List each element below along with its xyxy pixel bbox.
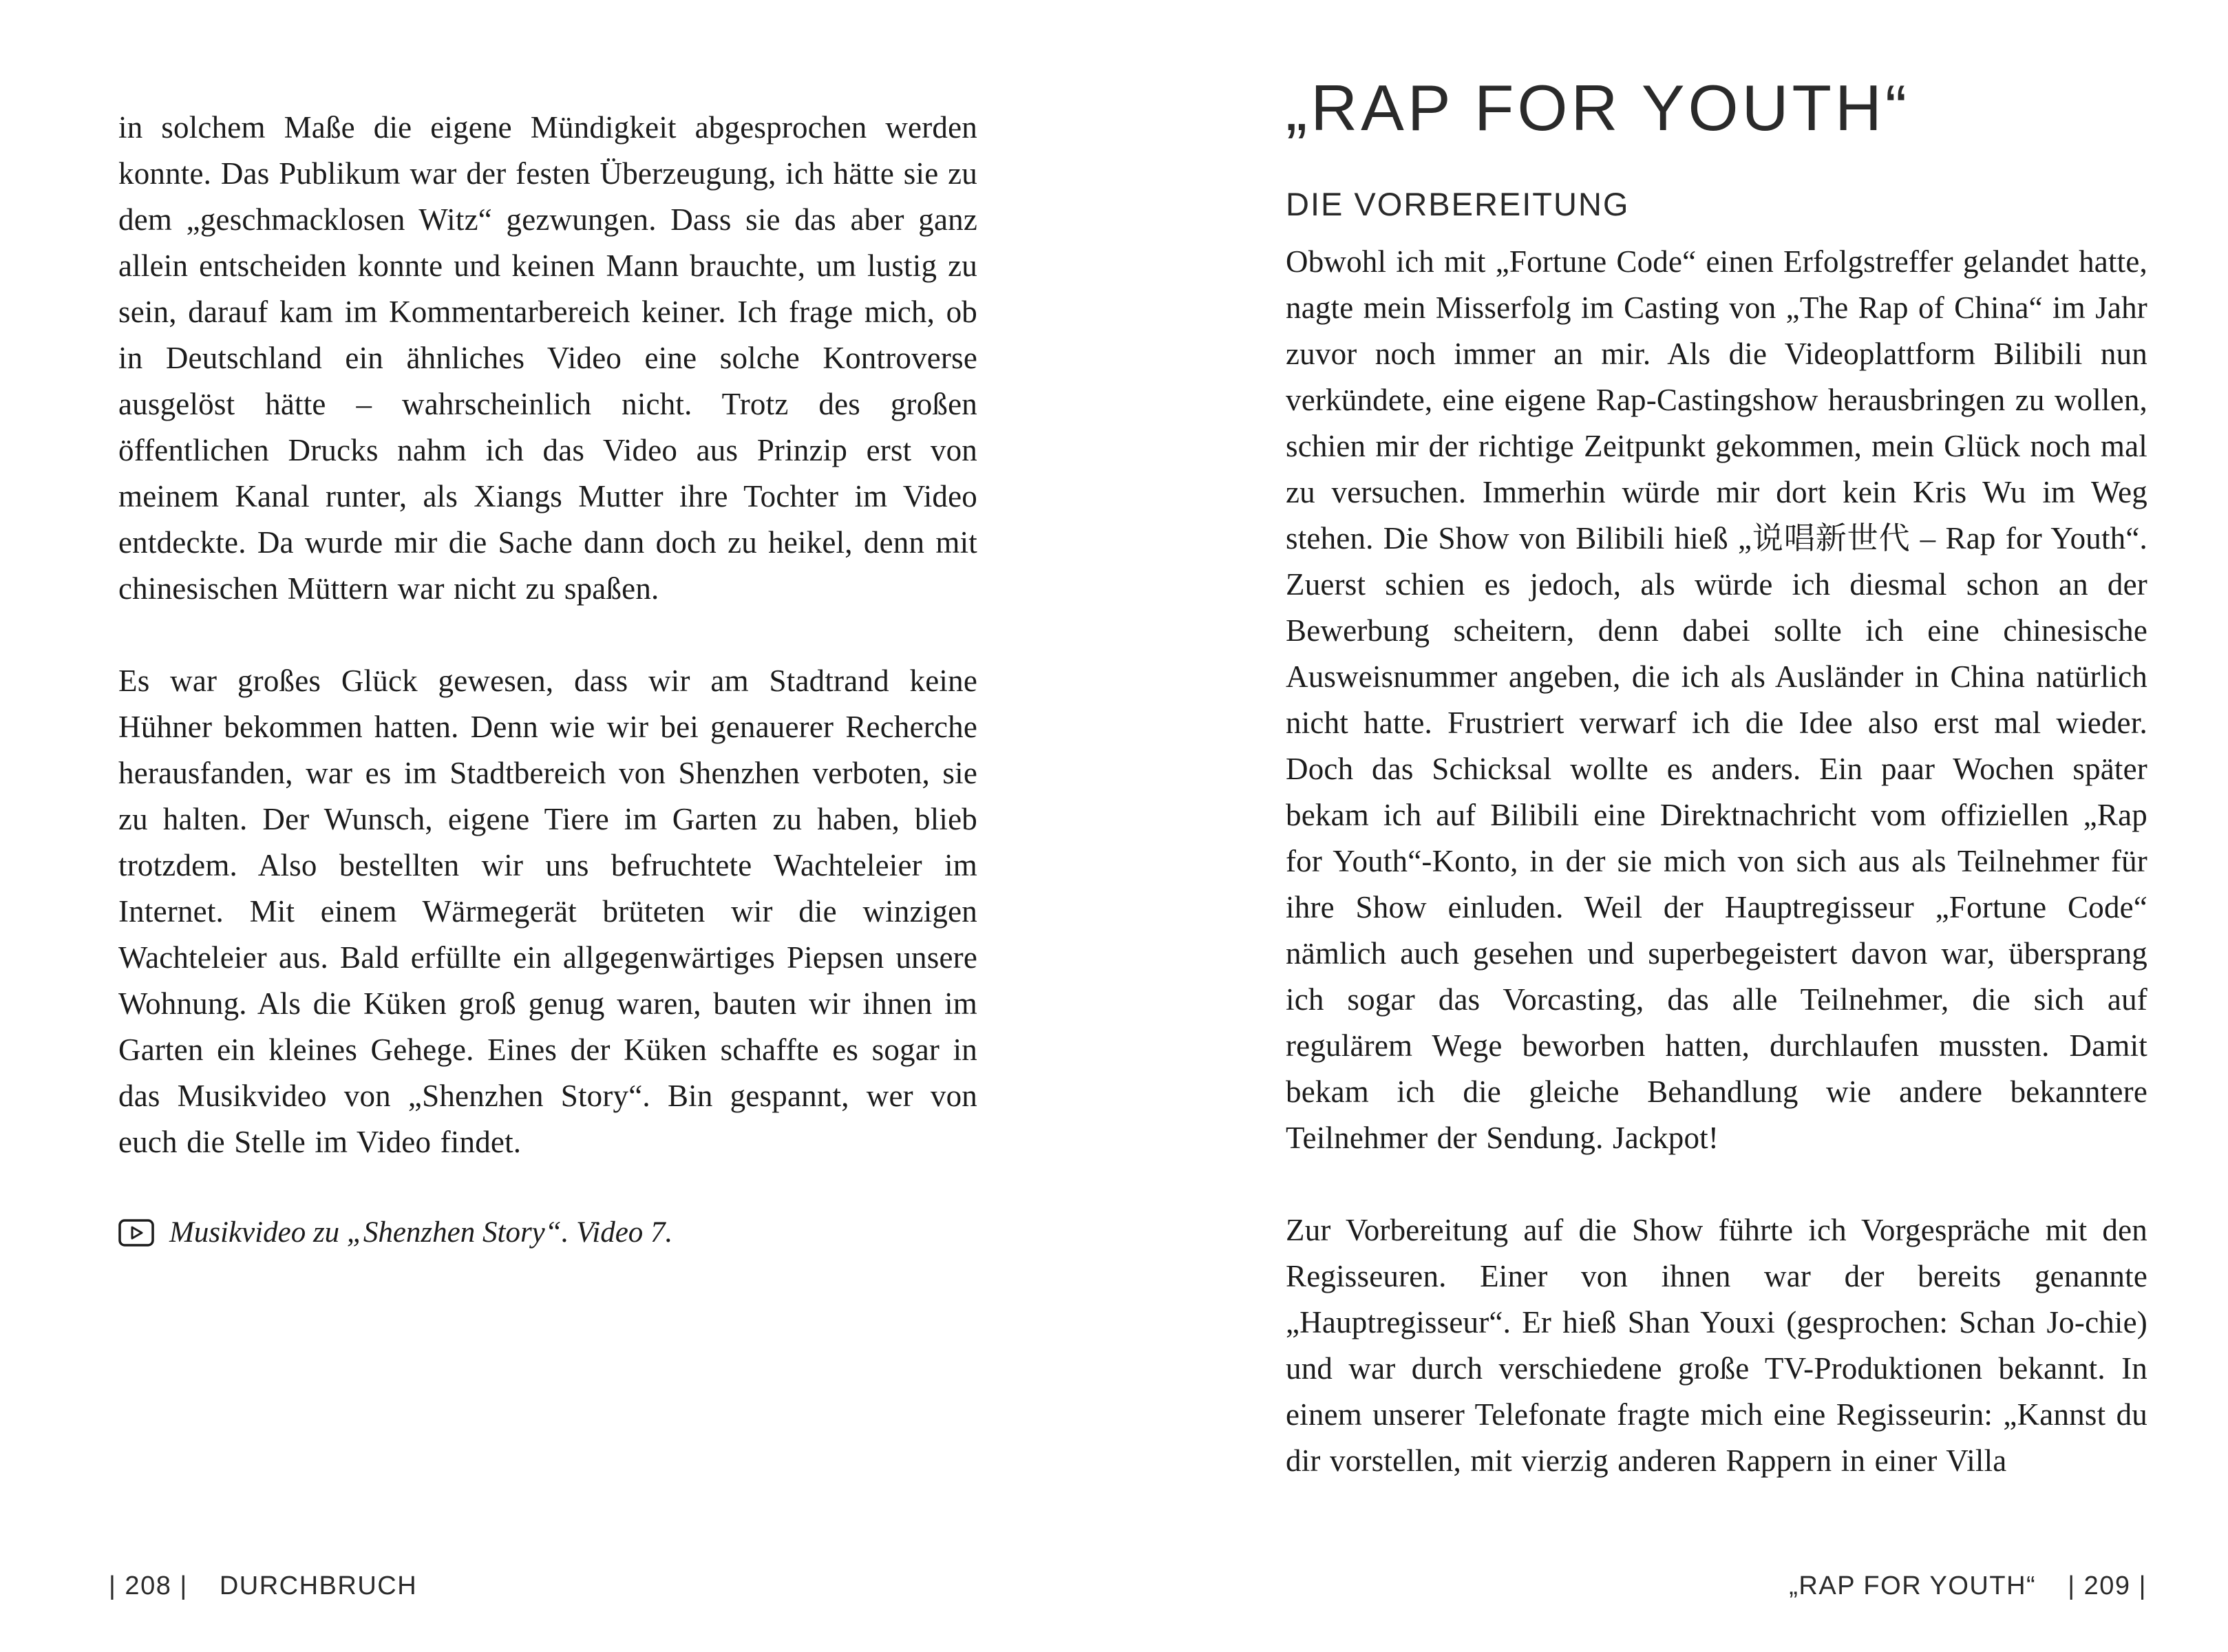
chapter-title: „RAP FOR YOUTH“ (1286, 72, 1911, 144)
page-number: | 209 | (2068, 1571, 2147, 1600)
right-page (1286, 74, 2147, 1530)
chapter-label: „RAP FOR YOUTH“ (1789, 1571, 2037, 1600)
play-icon (118, 1219, 154, 1247)
paragraph: Obwohl ich mit „Fortune Code“ einen Erfolgstreffer gelandet hatte, nagte mein Misserfolg im Casting von „The Rap of China“ im Jahr zuvor noch immer an mir. Als die Videoplattform Bilibili nun verkündete, eine eigene Rap-Castingshow herausbringen zu wollen, schien mir der richtige Zeitpunkt gekommen, mein Glück noch mal zu versuchen. Immerhin würde mir dort kein Kris Wu im Weg stehen. Die Show von Bilibili hieß „说唱新世代 – Rap for Youth“. Zuerst schien es jedoch, als würde ich diesmal schon an der Bewerbung scheitern, denn dabei sollte ich eine chinesische Ausweisnummer angeben, die ich als Ausländer in China natürlich nicht hatte. Frustriert verwarf ich die Idee also erst mal wieder. Doch das Schicksal wollte es anders. Ein paar Wochen später bekam ich auf Bilibili eine Direktnachricht vom offiziellen „Rap for Youth“-Konto, in der sie mich von sich aus als Teilnehmer für ihre Show einluden. Weil der Hauptregisseur „Fortune Code“ nämlich auch gesehen und superbegeistert davon war, übersprang ich sogar das Vorcasting, das alle Teilnehmer, die sich auf regulärem Wege beworben hatten, durchlaufen mussten. Damit bekam ich die gleiche Behandlung wie andere bekanntere Teilnehmer der Sendung. Jackpot! (1286, 244, 2147, 1156)
chapter-label: DURCHBRUCH (219, 1571, 418, 1600)
video-reference (118, 1211, 977, 1254)
video-reference-text: Musikvideo zu „Shenzhen Story“. Video 7. (169, 1216, 673, 1249)
paragraph: Es war großes Glück gewesen, dass wir am Stadtrand keine Hühner bekommen hatten. Denn wie wir bei genauerer Recherche herausfanden, war es im Stadtbereich von Shenzhen verboten, sie zu halten. Der Wunsch, eigene Tiere im Garten zu haben, blieb trotzdem. Also bestellten wir uns befruchtete Wachteleier im Internet. Mit einem Wärmegerät brüteten wir die winzigen Wachteleier aus. Bald erfüllte ein allgegenwärtiges Piepsen unsere Wohnung. Als die Küken groß genug waren, bauten wir ihnen im Garten ein kleines Gehege. Eines der Küken schaffte es sogar in das Musikvideo von „Shenzhen Story“. Bin gespannt, wer von euch die Stelle im Video findet. (118, 664, 977, 1159)
left-page-footer (109, 1571, 417, 1601)
paragraph: in solchem Maße die eigene Mündigkeit abgesprochen werden konnte. Das Publikum war der festen Überzeugung, ich hätte sie zu dem „geschmacklosen Witz“ gezwungen. Dass sie das aber ganz allein entscheiden konnte und keinen Mann brauchte, um lustig zu sein, darauf kam im Kommentarbereich keiner. Ich frage mich, ob in Deutschland ein ähnliches Video eine solche Kontroverse ausgelöst hätte – wahrscheinlich nicht. Trotz des großen öffentlichen Drucks nahm ich das Video aus Prinzip erst von meinem Kanal runter, als Xiangs Mutter ihre Tochter im Video entdeckte. Da wurde mir die Sache dann doch zu heikel, denn mit chinesischen Müttern war nicht zu spaßen. (118, 110, 977, 606)
right-page-footer (1789, 1571, 2147, 1601)
left-page (118, 105, 977, 1254)
page-number: | 208 | (109, 1571, 188, 1600)
section-heading: DIE VORBEREITUNG (1286, 185, 1630, 222)
paragraph: Zur Vorbereitung auf die Show führte ich Vorgespräche mit den Regisseuren. Einer von ihnen war der bereits genannte „Hauptregisseur“. Er hieß Shan Youxi (gesprochen: Schan Jo-chie) und war durch verschiedene große TV-Produktionen bekannt. In einem unserer Telefonate fragte mich eine Regisseurin: „Kannst du dir vorstellen, mit vierzig anderen Rappern in einer Villa (1286, 1213, 2147, 1479)
